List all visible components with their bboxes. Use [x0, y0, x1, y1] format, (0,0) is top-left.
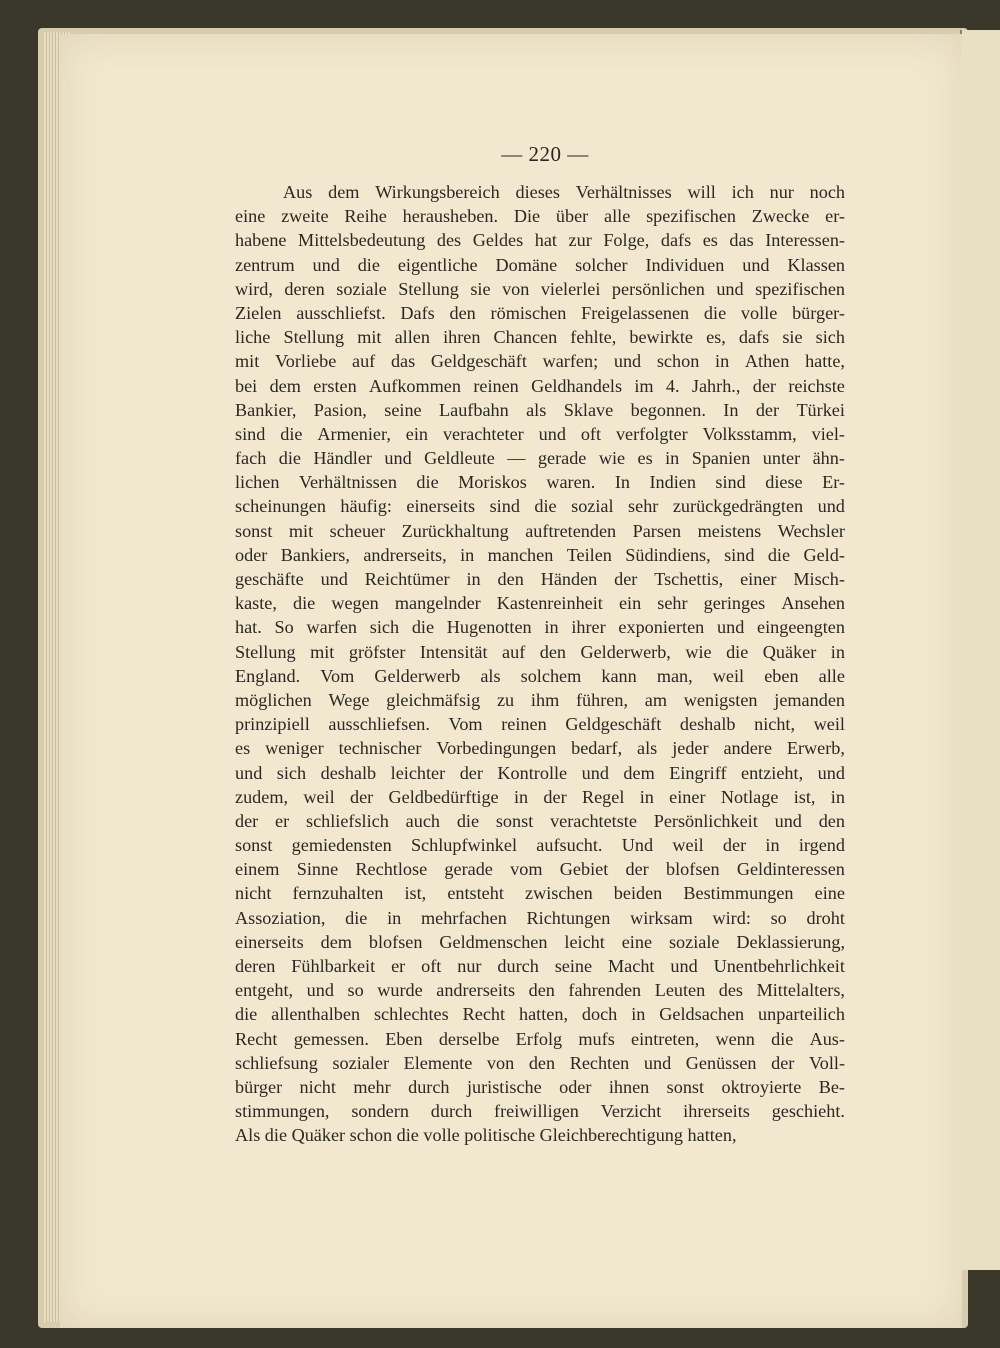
- text-line: zentrum und die eigentliche Domäne solcher Individuen und Klassen: [235, 254, 845, 275]
- text-line: einerseits dem blofsen Geldmenschen leicht eine soziale Deklassierung,: [235, 931, 845, 952]
- text-line: Bankier, Pasion, seine Laufbahn als Sklave begonnen. In der Türkei: [235, 399, 845, 420]
- text-line: wird, deren soziale Stellung sie von vielerlei persönlichen und spezifischen: [235, 278, 845, 299]
- text-line: sonst mit scheuer Zurückhaltung auftretenden Parsen meistens Wechsler: [235, 520, 845, 541]
- text-line: Aus dem Wirkungsbereich dieses Verhältnisses will ich nur noch: [283, 182, 845, 202]
- text-line: fach die Händler und Geldleute — gerade wie es in Spanien unter ähn-: [235, 448, 845, 469]
- text-line: Recht gemessen. Eben derselbe Erfolg mufs eintreten, wenn die Aus-: [235, 1028, 845, 1049]
- page-number: — 220 —: [501, 142, 589, 166]
- text-line: Zielen ausschliefst. Dafs den römischen Freigelassenen die volle bürger-: [235, 302, 845, 323]
- text-line: die allenthalben schlechtes Recht hatten, doch in Geldsachen unparteilich: [235, 1004, 845, 1025]
- text-line: sonst gemiedensten Schlupfwinkel aufsucht. Und weil der in irgend: [235, 835, 845, 856]
- text-line: geschäfte und Reichtümer in den Händen der Tschettis, einer Misch-: [235, 569, 845, 589]
- text-line: prinzipiell ausschliefsen. Vom reinen Geldgeschäft deshalb nicht, weil: [235, 714, 845, 735]
- text-line: schliefsung sozialer Elemente von den Rechten und Genüssen der Voll-: [235, 1052, 845, 1073]
- text-line: stimmungen, sondern durch freiwilligen Verzicht ihrerseits geschieht.: [235, 1101, 845, 1122]
- text-line: es weniger technischer Vorbedingungen bedarf, als jeder andere Erwerb,: [235, 738, 845, 759]
- text-line: Assoziation, die in mehrfachen Richtungen wirksam wird: so droht: [235, 907, 845, 928]
- text-line: hat. So warfen sich die Hugenotten in ihrer exponierten und eingeengten: [235, 617, 845, 638]
- text-line: entgeht, und so wurde andrerseits den fahrenden Leuten des Mittelalters,: [235, 980, 845, 1001]
- text-line: eine zweite Reihe herausheben. Die über alle spezifischen Zwecke er-: [235, 206, 845, 227]
- text-line: und sich deshalb leichter der Kontrolle und dem Eingriff entzieht, und: [235, 762, 845, 783]
- facing-page-edge: [960, 30, 1000, 1270]
- text-line: nicht fernzuhalten ist, entsteht zwischen beiden Bestimmungen eine: [235, 883, 845, 904]
- text-line: Als die Quäker schon die volle politische Gleichberechtigung hatten,: [235, 1125, 737, 1146]
- text-line: bürger nicht mehr durch juristische oder ihnen sonst oktroyierte Be-: [235, 1076, 845, 1097]
- text-line: bei dem ersten Aufkommen reinen Geldhandels im 4. Jahrh., der reichste: [235, 375, 845, 396]
- text-line: möglichen Wege gleichmäfsig zu ihm führen, am wenigsten jemanden: [235, 689, 845, 710]
- text-line: der er schliefslich auch die sonst verachtetste Persönlichkeit und den: [235, 810, 845, 831]
- text-line: liche Stellung mit allen ihren Chancen fehlte, bewirkte es, dafs sie sich: [235, 327, 845, 348]
- text-line: lichen Verhältnissen die Moriskos waren. In Indien sind diese Er-: [235, 472, 845, 493]
- text-line: England. Vom Gelderwerb als solchem kann man, weil eben alle: [235, 665, 845, 686]
- text-line: mit Vorliebe auf das Geldgeschäft warfen; und schon in Athen hatte,: [235, 351, 845, 372]
- text-line: Stellung mit gröfster Intensität auf den Gelderwerb, wie die Quäker in: [235, 641, 845, 662]
- text-line: einem Sinne Rechtlose gerade vom Gebiet der blofsen Geldinteressen: [235, 859, 845, 880]
- body-paragraph: [235, 180, 845, 1148]
- text-line: habene Mittelsbedeutung des Geldes hat zur Folge, dafs es das Interessen-: [235, 230, 845, 251]
- text-line: sind die Armenier, ein verachteter und oft verfolgter Volksstamm, viel-: [235, 423, 845, 444]
- text-line: zudem, weil der Geldbedürftige in der Regel in einer Notlage ist, in: [235, 786, 845, 807]
- text-line: deren Fühlbarkeit er oft nur durch seine Macht und Unentbehrlichkeit: [235, 956, 845, 976]
- text-line: kaste, die wegen mangelnder Kastenreinheit ein sehr geringes Ansehen: [235, 593, 845, 614]
- text-line: oder Bankiers, andrerseits, in manchen Teilen Südindiens, sind die Geld-: [235, 544, 845, 565]
- text-line: scheinungen häufig: einerseits sind die sozial sehr zurückgedrängten und: [235, 496, 845, 517]
